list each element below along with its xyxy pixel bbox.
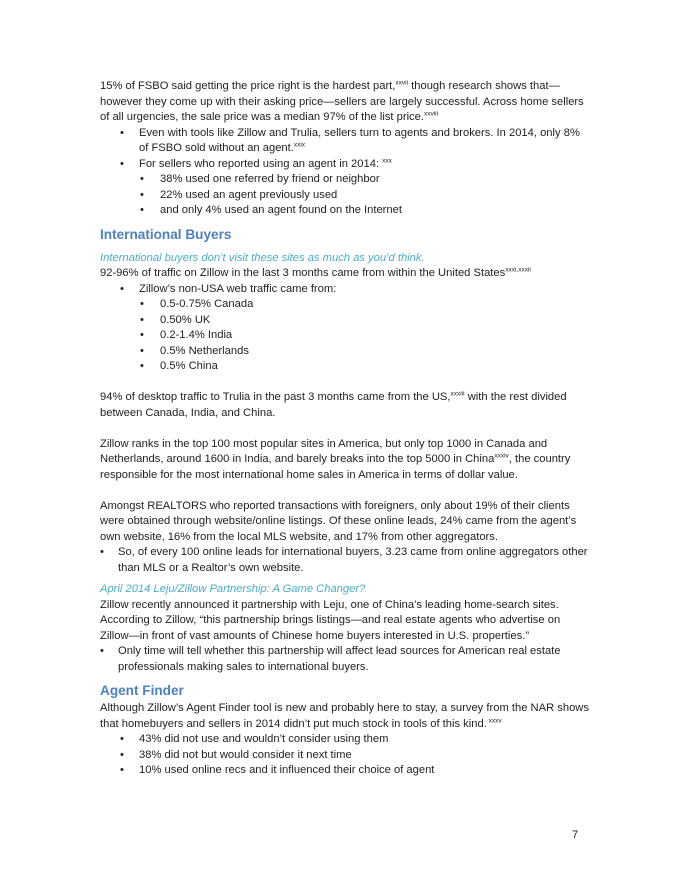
list-item: • 38% did not but would consider it next time: [100, 748, 590, 764]
list-item: [100, 157, 590, 173]
list-item: • and only 4% used an agent found on the Internet: [100, 203, 590, 219]
text: 94% of desktop traffic to Trulia in the past 3 months came from the US,: [100, 391, 451, 403]
list-item: • 10% used online recs and it influenced their choice of agent: [100, 763, 590, 779]
list-item: • Zillow’s non-USA web traffic came from:: [100, 282, 590, 298]
text: Zillow ranks in the top 100 most popular sites in America, but only top 1000 in Canada and Netherlands, around 1600 in India, and barely breaks into the top 5000 in China: [100, 437, 548, 465]
footnote-ref: xxviii: [423, 110, 439, 118]
footnote-ref: xxx: [382, 156, 392, 164]
list-item: • 0.2-1.4% India: [100, 328, 590, 344]
list-item: • 0.5% Netherlands: [100, 344, 590, 360]
section-heading-international-buyers: International Buyers: [100, 226, 232, 242]
footnote-ref: xxvii: [395, 79, 409, 87]
fsbo-bullets: [100, 126, 590, 173]
page-content: [100, 79, 590, 779]
zillow-ranking-paragraph: [100, 437, 590, 484]
subheading-leju: April 2014 Leju/Zillow Partnership: A Game Changer?: [100, 583, 366, 595]
list-item: • 0.5-0.75% Canada: [100, 297, 590, 313]
section-heading-agent-finder: Agent Finder: [100, 683, 184, 698]
list-item: • 0.50% UK: [100, 313, 590, 329]
leju-paragraph: Zillow recently announced it partnership with Leju, one of China’s leading home-search sites. According to Zillow, “this partnership brings listings—and real estate agents who advertise on Zillow—in front of vast amounts of Chinese home buyers interested in U.S. properties.”: [100, 598, 561, 642]
footnote-ref: xxxiii: [450, 390, 465, 398]
text: Even with tools like Zillow and Trulia, sellers turn to agents and brokers. In 2014, only 8% of FSBO sold without an agent.: [139, 126, 580, 154]
online-leads-bullets: [100, 545, 590, 576]
traffic-bullets: [100, 282, 590, 298]
list-item: • 43% did not use and wouldn’t consider using them: [100, 732, 590, 748]
subheading-international: International buyers don’t visit these sites as much as you’d think.: [100, 251, 425, 264]
text: with the rest divided between Canada, India, and China.: [100, 391, 567, 419]
list-item: • 22% used an agent previously used: [100, 188, 590, 204]
zillow-traffic-paragraph: [100, 266, 590, 282]
leju-bullets: [100, 644, 590, 675]
footnote-ref: xxxiv: [494, 452, 509, 460]
fsbo-paragraph: [100, 79, 590, 126]
text: 92-96% of traffic on Zillow in the last 3 months came from within the United States: [100, 267, 506, 279]
footnote-ref: xxix: [293, 141, 306, 149]
footnote-ref: xxxv: [486, 716, 502, 724]
agent-usage-sublist: [100, 172, 590, 219]
footnote-ref: xxxi,xxxii: [505, 266, 531, 274]
list-item: • 0.5% China: [100, 359, 590, 375]
page-number: 7: [572, 829, 579, 841]
agent-finder-paragraph: [100, 701, 590, 732]
list-item: [100, 126, 590, 157]
text: though research shows that—however they come up with their asking price—sellers are largely successful. Across home sellers of all urgencies, the sale price was a median 97% of the list price.: [100, 80, 584, 123]
text: 15% of FSBO said getting the price right is the hardest part,: [100, 80, 396, 92]
trulia-traffic-paragraph: [100, 390, 590, 421]
list-item: • Only time will tell whether this partnership will affect lead sources for American real estate professionals making sales to international buyers.: [100, 644, 590, 675]
agent-finder-bullets: [100, 732, 590, 779]
realtors-paragraph: Amongst REALTORS who reported transactions with foreigners, only about 19% of their clients were obtained through website/online listings. Of these online leads, 24% came from the agent’s own website, 16% from the local MLS website, and 17% from other aggregators.: [100, 499, 577, 543]
text: , the country responsible for the most international home sales in America in terms of dollar value.: [100, 453, 571, 481]
text: For sellers who reported using an agent in 2014:: [139, 157, 383, 170]
list-item: • 38% used one referred by friend or neighbor: [100, 172, 590, 188]
country-list: [100, 297, 590, 375]
list-item: • So, of every 100 online leads for international buyers, 3.23 came from online aggregators other than MLS or a Realtor’s own website.: [100, 545, 590, 576]
text: Although Zillow’s Agent Finder tool is new and probably here to stay, a survey from the NAR shows that homebuyers and sellers in 2014 didn’t put much stock in tools of this kind.: [100, 702, 589, 730]
